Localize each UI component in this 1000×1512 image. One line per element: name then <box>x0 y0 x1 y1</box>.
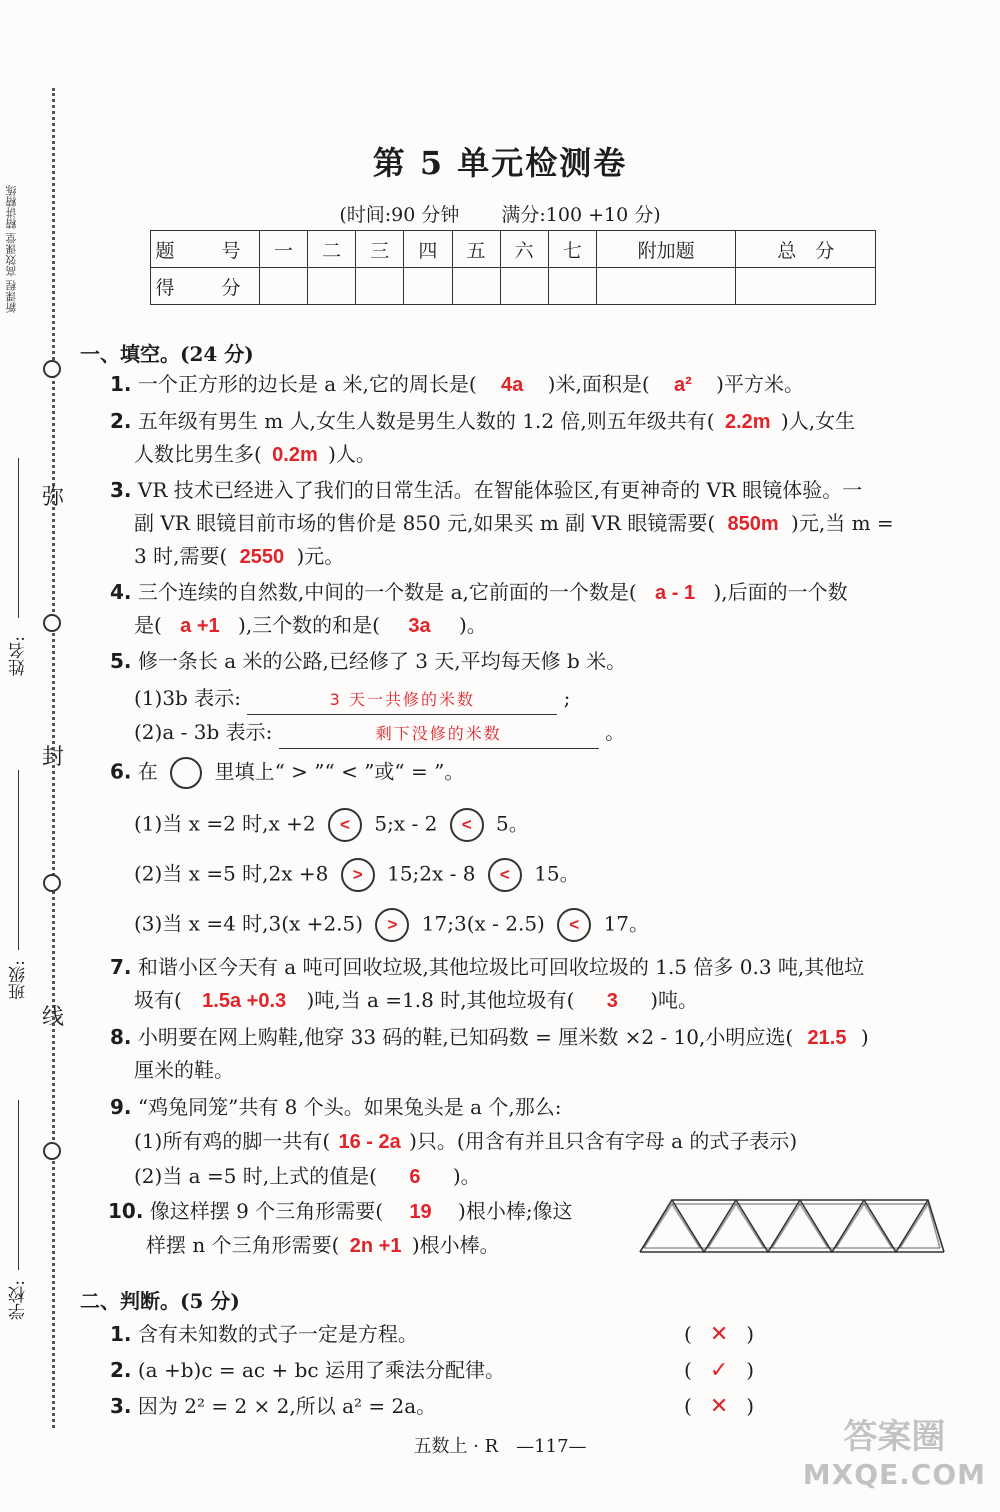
score-table-cell: 五 <box>452 231 500 268</box>
seal-char: 弥 <box>42 485 65 510</box>
compare-answer: < <box>450 808 484 842</box>
compare-answer: > <box>341 858 375 892</box>
answer: 4a <box>501 374 524 396</box>
question-7: 7. 和谐小区今天有 a 吨可回收垃圾,其他垃圾比可回收垃圾的 1.5 倍多 0.3 吨,其他垃 <box>110 955 865 979</box>
question-6-row-1: (1)当 x =2 时,x +2 < 5;x - 2 < 5。 <box>134 808 529 842</box>
brand-label: 新课程 高效课堂 精讲精练 <box>5 185 18 313</box>
score-input-cell[interactable] <box>308 268 356 305</box>
judge-question-3: 3. 因为 2² = 2 × 2,所以 a² = 2a。 <box>110 1394 437 1418</box>
answer: a² <box>673 374 692 396</box>
time-info: (时间:90 分钟 <box>339 204 460 226</box>
triangle-sticks-figure <box>636 1194 948 1258</box>
answer: a - 1 <box>655 582 696 604</box>
answer: 0.2m <box>272 444 318 466</box>
judge-question-2: 2. (a +b)c = ac + bc 运用了乘法分配律。 <box>110 1358 505 1382</box>
question-1: 1. 一个正方形的边长是 a 米,它的周长是( 4a )米,面积是( a² )平方米。 <box>110 372 804 396</box>
seal-char: 封 <box>42 745 65 770</box>
score-table-score-row <box>151 268 876 305</box>
question-5-part-2: (2)a - 3b 表示: 剩下没修的米数 。 <box>134 718 625 749</box>
score-input-cell[interactable] <box>260 268 308 305</box>
question-9-part-1: (1)所有鸡的脚一共有( 16 - 2a )只。(用含有并且只含有字母 a 的式子表示) <box>134 1129 798 1153</box>
score-table-cell: 得 分 <box>151 268 260 305</box>
answer: 2n +1 <box>349 1235 402 1257</box>
exam-info <box>0 200 1000 227</box>
score-input-cell[interactable] <box>736 268 876 305</box>
score-table-cell: 一 <box>260 231 308 268</box>
compare-answer: > <box>375 908 409 942</box>
page-title: 第 5 单元检测卷 <box>372 144 628 182</box>
question-6: 6. 在 里填上“ > ”“ < ”或“ = ”。 <box>110 757 464 789</box>
score-table-cell: 三 <box>356 231 404 268</box>
question-3-cont: 副 VR 眼镜目前市场的售价是 850 元,如果买 m 副 VR 眼镜需要( 850m )元,当 m = <box>134 511 894 535</box>
answer: 21.5 <box>807 1027 847 1049</box>
class-field-line <box>18 770 19 950</box>
compare-answer: < <box>557 908 591 942</box>
answer: 3 天一共修的米数 <box>247 686 557 715</box>
judge-answer-3: ( ✕ ) <box>684 1394 755 1419</box>
score-table-cell: 附加题 <box>596 231 736 268</box>
question-6-row-3: (3)当 x =4 时,3(x +2.5) > 17;3(x - 2.5) < 17。 <box>134 908 649 942</box>
question-9: 9. “鸡兔同笼”共有 8 个头。如果兔头是 a 个,那么: <box>110 1095 562 1119</box>
score-table-header-row <box>151 231 876 268</box>
binding-hole <box>43 874 61 892</box>
answer: 2.2m <box>724 411 771 433</box>
score-input-cell[interactable] <box>356 268 404 305</box>
answer: a +1 <box>180 615 220 637</box>
page-footer: 五数上 · R —117— <box>413 1436 587 1457</box>
question-2: 2. 五年级有男生 m 人,女生人数是男生人数的 1.2 倍,则五年级共有( 2.2m )人,女生 <box>110 409 856 433</box>
cross-mark-icon: ✕ <box>709 1322 729 1347</box>
check-mark-icon: ✓ <box>709 1358 729 1383</box>
question-9-part-2: (2)当 a =5 时,上式的值是( 6 )。 <box>134 1164 481 1188</box>
answer: 剩下没修的米数 <box>279 720 599 749</box>
answer: 2550 <box>239 546 285 568</box>
score-table <box>150 230 876 305</box>
question-8-cont: 厘米的鞋。 <box>134 1058 234 1082</box>
name-label: 姓名: <box>9 636 29 676</box>
question-6-row-2: (2)当 x =5 时,2x +8 > 15;2x - 8 < 15。 <box>134 858 580 892</box>
score-input-cell[interactable] <box>596 268 736 305</box>
answer: 19 <box>409 1201 432 1223</box>
circle-blank-icon <box>170 757 202 789</box>
compare-answer: < <box>328 808 362 842</box>
school-label: 学校: <box>9 1280 29 1320</box>
score-input-cell[interactable] <box>452 268 500 305</box>
answer: 850m <box>727 513 779 535</box>
answer: 1.5a +0.3 <box>202 990 287 1012</box>
answer: 16 - 2a <box>338 1131 401 1153</box>
section-heading: 二、判断。(5 分) <box>80 1289 240 1313</box>
section-heading: 一、填空。(24 分) <box>80 342 254 366</box>
score-input-cell[interactable] <box>404 268 452 305</box>
question-5: 5. 修一条长 a 米的公路,已经修了 3 天,平均每天修 b 米。 <box>110 649 627 673</box>
answer: 6 <box>409 1166 421 1188</box>
question-10: 10. 像这样摆 9 个三角形需要( 19 )根小棒;像这 <box>108 1199 573 1223</box>
name-field-line <box>18 458 19 618</box>
seal-char: 线 <box>42 1005 65 1030</box>
score-table-cell: 二 <box>308 231 356 268</box>
score-table-cell: 题 号 <box>151 231 260 268</box>
judge-answer-1: ( ✕ ) <box>684 1322 755 1347</box>
answer: 3a <box>408 615 431 637</box>
question-3-cont: 3 时,需要( 2550 )元。 <box>134 544 345 568</box>
score-input-cell[interactable] <box>548 268 596 305</box>
question-8: 8. 小明要在网上购鞋,他穿 33 码的鞋,已知码数 = 厘米数 ×2 - 10,小明应选( 21.5 ) <box>110 1025 869 1049</box>
score-table-cell: 总 分 <box>736 231 876 268</box>
question-3: 3. VR 技术已经进入了我们的日常生活。在智能体验区,有更神奇的 VR 眼镜体验。一 <box>110 478 863 502</box>
answer: 3 <box>606 990 618 1012</box>
binding-hole <box>43 360 61 378</box>
score-table-cell: 六 <box>500 231 548 268</box>
score-table-cell: 四 <box>404 231 452 268</box>
cross-mark-icon: ✕ <box>709 1394 729 1419</box>
binding-hole <box>43 1142 61 1160</box>
question-4-cont: 是( a +1 ),三个数的和是( 3a )。 <box>134 613 487 637</box>
score-table-cell: 七 <box>548 231 596 268</box>
question-4: 4. 三个连续的自然数,中间的一个数是 a,它前面的一个数是( a - 1 ),后面的一个数 <box>110 580 848 604</box>
question-10-cont: 样摆 n 个三角形需要( 2n +1 )根小棒。 <box>146 1233 500 1257</box>
judge-question-1: 1. 含有未知数的式子一定是方程。 <box>110 1322 418 1346</box>
school-field-line <box>18 1100 19 1270</box>
judge-answer-2: ( ✓ ) <box>684 1358 755 1383</box>
question-7-cont: 圾有( 1.5a +0.3 )吨,当 a =1.8 时,其他垃圾有( 3 )吨。 <box>134 988 699 1012</box>
class-label: 班级: <box>9 960 29 1000</box>
score-info: 满分:100 +10 分) <box>501 204 661 226</box>
question-2-cont: 人数比男生多( 0.2m )人。 <box>134 442 376 466</box>
compare-answer: < <box>488 858 522 892</box>
binding-hole <box>43 614 61 632</box>
question-5-part-1: (1)3b 表示: 3 天一共修的米数 ; <box>134 684 570 715</box>
watermark-logo: 答案圈 MXQE.COM <box>802 1417 986 1491</box>
score-input-cell[interactable] <box>500 268 548 305</box>
